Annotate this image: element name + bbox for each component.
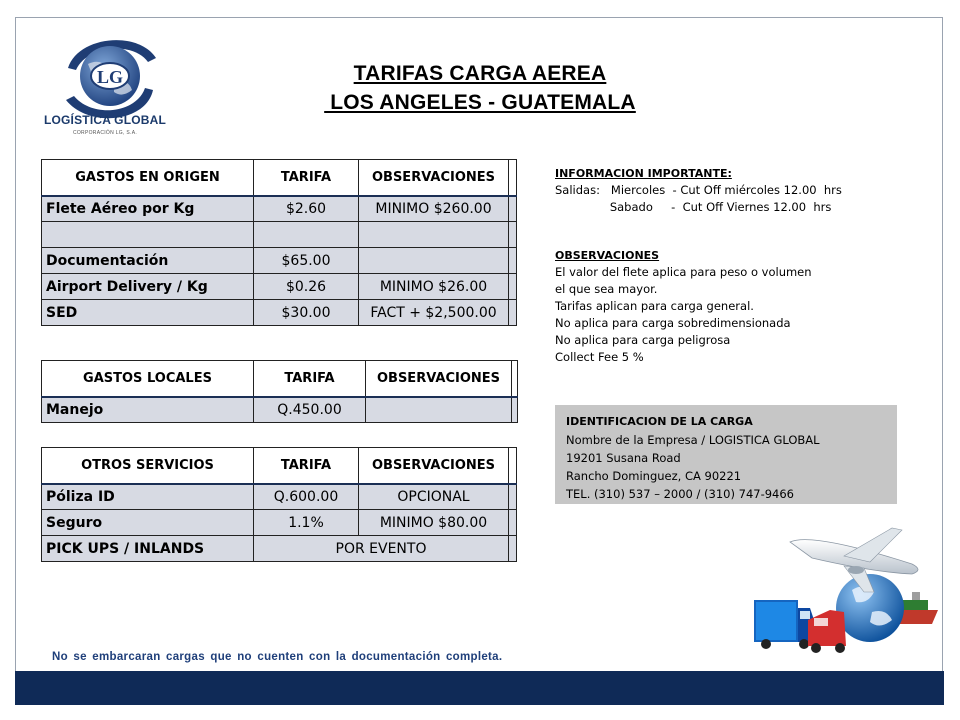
phone-line: TEL. (310) 537 – 2000 / (310) 747-9466: [566, 487, 794, 501]
table-edge: [509, 222, 517, 248]
observations-block: [555, 247, 812, 366]
row-item: Flete Aéreo por Kg: [42, 196, 254, 222]
row-obs: [359, 248, 509, 274]
cargo-identification-header: IDENTIFICACION DE LA CARGA: [566, 415, 753, 428]
observation-line: El valor del flete aplica para peso o volumen: [555, 265, 812, 279]
departure-line-2: Sabado - Cut Off Viernes 12.00 hrs: [555, 200, 832, 214]
local-header-rate: TARIFA: [254, 361, 366, 397]
other-header-obs: OBSERVACIONES: [359, 448, 509, 484]
address-line: 19201 Susana Road: [566, 451, 681, 465]
table-row: [42, 248, 517, 274]
page-subtitle: LOS ANGELES - GUATEMALA: [324, 91, 636, 114]
row-item: PICK UPS / INLANDS: [42, 536, 254, 562]
row-rate: $2.60: [254, 196, 359, 222]
table-row: [42, 222, 517, 248]
row-item: [42, 222, 254, 248]
company-name-line: Nombre de la Empresa / LOGISTICA GLOBAL: [566, 433, 820, 447]
row-rate: Q.600.00: [254, 484, 359, 510]
observation-line: Tarifas aplican para carga general.: [555, 299, 754, 313]
table-row: [42, 536, 517, 562]
local-charges-table: [41, 360, 518, 423]
important-info-header: INFORMACION IMPORTANTE:: [555, 167, 732, 180]
row-obs: MINIMO $26.00: [359, 274, 509, 300]
table-edge: [509, 536, 517, 562]
local-header-item: GASTOS LOCALES: [42, 361, 254, 397]
origin-header-item: GASTOS EN ORIGEN: [42, 160, 254, 196]
observation-line: Collect Fee 5 %: [555, 350, 644, 364]
table-edge: [509, 510, 517, 536]
table-edge: [509, 248, 517, 274]
row-item: Seguro: [42, 510, 254, 536]
observations-header: OBSERVACIONES: [555, 249, 660, 262]
city-line: Rancho Dominguez, CA 90221: [566, 469, 742, 483]
row-obs: [366, 397, 512, 423]
logo-initials: LG: [96, 67, 124, 87]
row-item: Documentación: [42, 248, 254, 274]
row-obs: MINIMO $260.00: [359, 196, 509, 222]
origin-charges-table: [41, 159, 517, 326]
table-row: [42, 484, 517, 510]
footer-bar: [15, 671, 944, 705]
row-rate: 1.1%: [254, 510, 359, 536]
table-row: [42, 300, 517, 326]
row-obs: MINIMO $80.00: [359, 510, 509, 536]
table-edge: [512, 397, 518, 423]
table-row: [42, 196, 517, 222]
other-header-rate: TARIFA: [254, 448, 359, 484]
table-row: [42, 510, 517, 536]
row-rate: $0.26: [254, 274, 359, 300]
row-rate: [254, 222, 359, 248]
table-row: [42, 274, 517, 300]
row-obs: [359, 222, 509, 248]
row-item: SED: [42, 300, 254, 326]
observation-line: el que sea mayor.: [555, 282, 658, 296]
row-obs: OPCIONAL: [359, 484, 509, 510]
origin-header-obs: OBSERVACIONES: [359, 160, 509, 196]
page-title: TARIFAS CARGA AEREA: [353, 62, 607, 85]
row-item: Airport Delivery / Kg: [42, 274, 254, 300]
table-edge: [509, 448, 517, 484]
departure-line-1: Salidas: Miercoles - Cut Off miércoles 12.00 hrs: [555, 183, 842, 197]
row-rate: Q.450.00: [254, 397, 366, 423]
documentation-footnote: No se embarcaran cargas que no cuenten con la documentación completa.: [52, 651, 503, 663]
row-rate: $30.00: [254, 300, 359, 326]
table-edge: [509, 196, 517, 222]
row-obs: FACT + $2,500.00: [359, 300, 509, 326]
table-edge: [512, 361, 518, 397]
table-edge: [509, 274, 517, 300]
important-info: [555, 165, 842, 216]
row-rate: $65.00: [254, 248, 359, 274]
row-item: Manejo: [42, 397, 254, 423]
logo-company-name: LOGÍSTICA GLOBAL: [43, 113, 167, 127]
table-edge: [509, 160, 517, 196]
cargo-identification-box: [555, 405, 897, 504]
other-header-item: OTROS SERVICIOS: [42, 448, 254, 484]
transport-illustration: [752, 512, 938, 660]
local-header-obs: OBSERVACIONES: [366, 361, 512, 397]
origin-header-rate: TARIFA: [254, 160, 359, 196]
observation-line: No aplica para carga peligrosa: [555, 333, 731, 347]
row-merged-value: POR EVENTO: [254, 536, 509, 562]
row-item: Póliza ID: [42, 484, 254, 510]
other-services-table: [41, 447, 517, 562]
table-edge: [509, 484, 517, 510]
observation-line: No aplica para carga sobredimensionada: [555, 316, 791, 330]
logo-company-subtitle: CORPORACIÓN LG, S.A.: [72, 130, 138, 136]
table-edge: [509, 300, 517, 326]
table-row: [42, 397, 518, 423]
